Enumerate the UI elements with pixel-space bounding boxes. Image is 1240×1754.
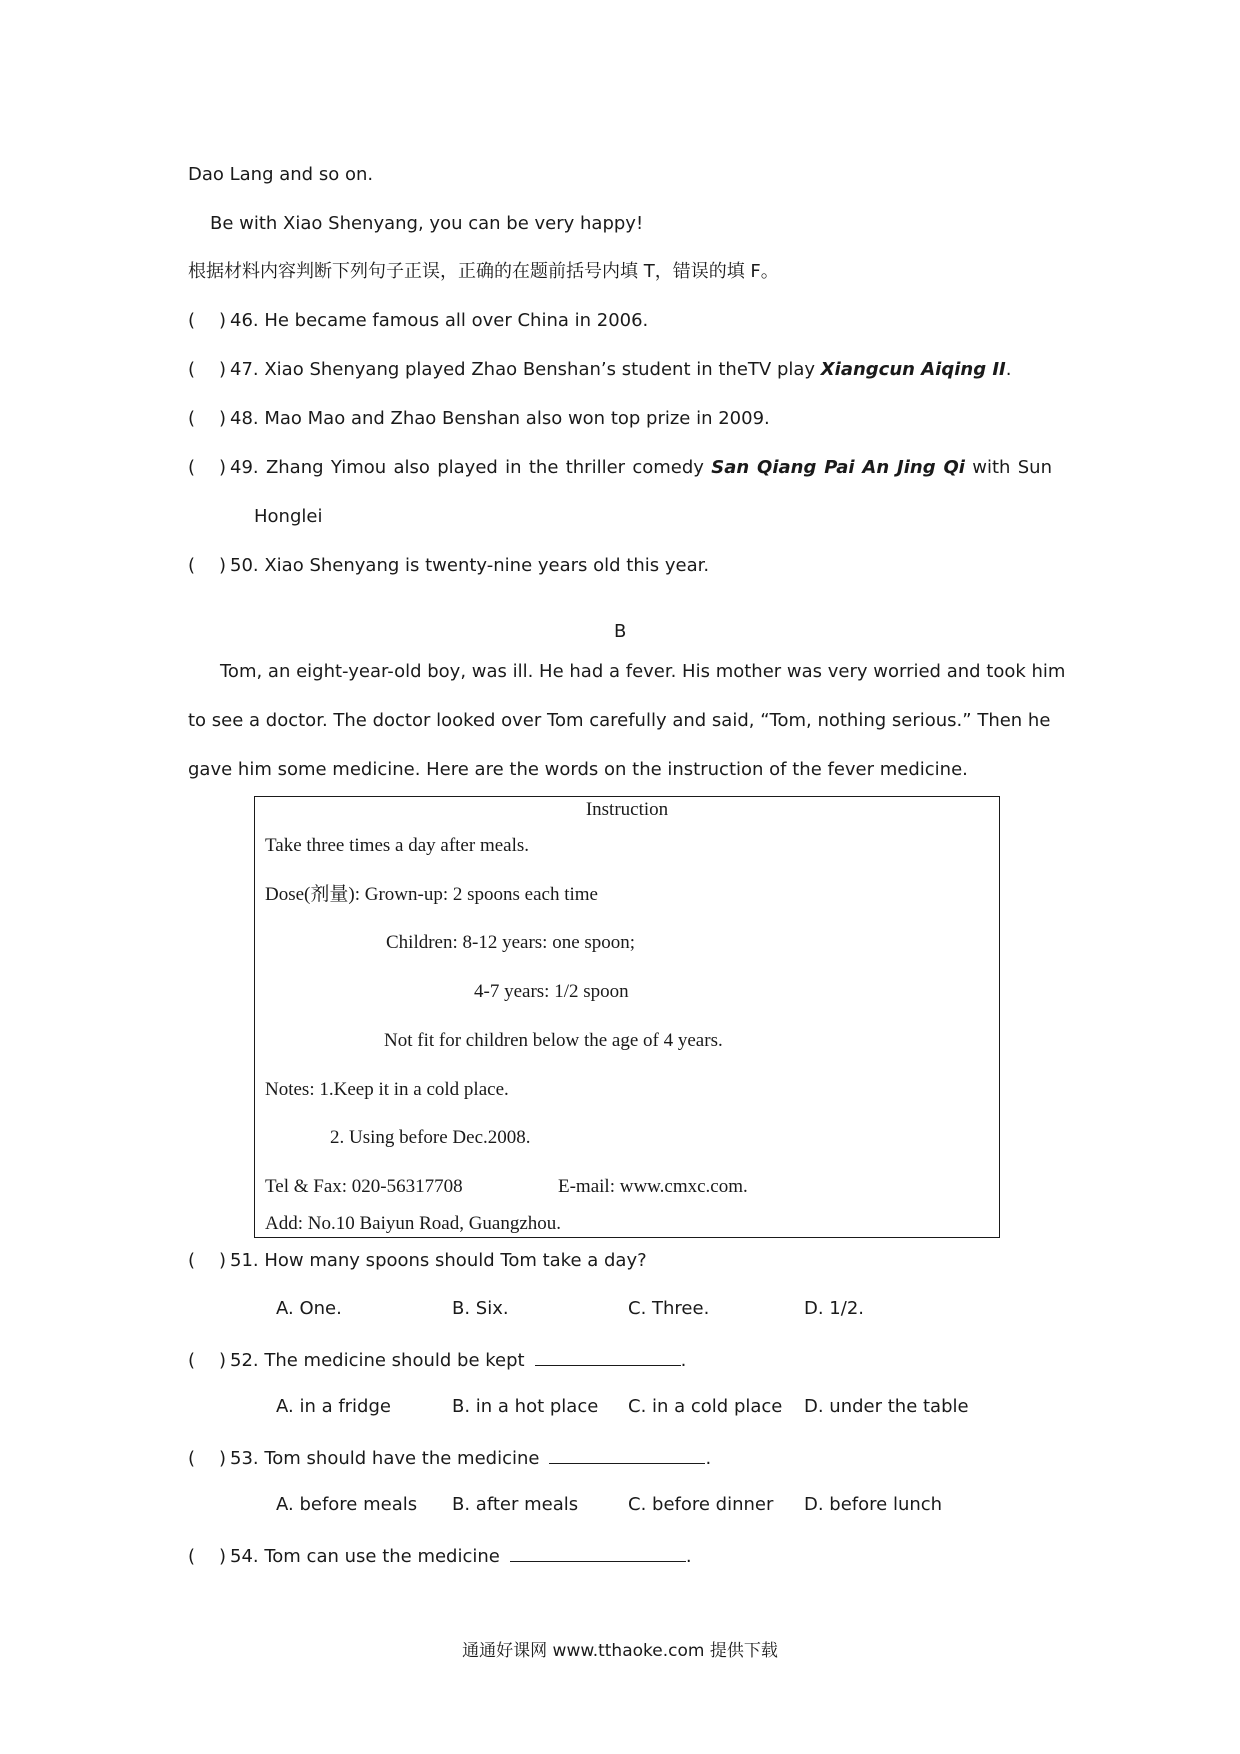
instruction-line: Children: 8-12 years: one spoon; [386, 932, 636, 953]
answer-bracket[interactable]: ( ) [188, 408, 227, 429]
option-b[interactable]: B. Six. [452, 1298, 509, 1319]
question-text: 53. Tom should have the medicine [230, 1448, 540, 1469]
question-text: 52. The medicine should be kept [230, 1350, 525, 1371]
passage-text: Dao Lang and so on. [188, 164, 374, 185]
instruction-line: Dose(剂量): Grown-up: 2 spoons each time [265, 884, 598, 905]
option-b[interactable]: B. in a hot place [452, 1396, 599, 1417]
question-46: ( ) 46. He became famous all over China in 2006. [188, 310, 649, 331]
option-d[interactable]: D. 1/2. [804, 1298, 864, 1319]
question-48: ( ) 48. Mao Mao and Zhao Benshan also won top prize in 2009. [188, 408, 770, 429]
option-c[interactable]: C. before dinner [628, 1494, 774, 1515]
answer-bracket[interactable]: ( ) [188, 1546, 227, 1567]
instruction-title: Instruction [585, 799, 669, 820]
question-52: ( ) 52. The medicine should be kept . [188, 1347, 686, 1373]
option-a[interactable]: A. before meals [276, 1494, 418, 1515]
question-49-continued: Honglei [254, 506, 323, 527]
instruction-email: E-mail: www.cmxc.com. [558, 1176, 748, 1197]
instruction-line: Notes: 1.Keep it in a cold place. [265, 1079, 509, 1100]
answer-blank[interactable] [535, 1347, 681, 1366]
movie-title: San Qiang Pai An Jing Qi [711, 457, 965, 478]
question-text: 54. Tom can use the medicine [230, 1546, 500, 1567]
option-b[interactable]: B. after meals [452, 1494, 579, 1515]
medicine-instruction-box [254, 796, 1000, 1238]
question-text: 51. How many spoons should Tom take a day? [230, 1250, 647, 1271]
option-c[interactable]: C. Three. [628, 1298, 710, 1319]
answer-bracket[interactable]: ( ) [188, 1250, 227, 1271]
answer-blank[interactable] [549, 1445, 705, 1464]
question-54: ( ) 54. Tom can use the medicine . [188, 1543, 692, 1569]
answer-bracket[interactable]: ( ) [188, 555, 227, 576]
option-a[interactable]: A. in a fridge [276, 1396, 391, 1417]
answer-blank[interactable] [510, 1543, 686, 1562]
instruction-address: Add: No.10 Baiyun Road, Guangzhou. [265, 1213, 562, 1234]
instruction-line: 4-7 years: 1/2 spoon [474, 981, 629, 1002]
option-a[interactable]: A. One. [276, 1298, 342, 1319]
answer-bracket[interactable]: ( ) [188, 1448, 227, 1469]
instruction-line: Not fit for children below the age of 4 years. [384, 1030, 723, 1051]
option-d[interactable]: D. before lunch [804, 1494, 943, 1515]
option-d[interactable]: D. under the table [804, 1396, 969, 1417]
question-47: ( ) 47. Xiao Shenyang played Zhao Benshan’s student in theTV play Xiangcun Aiqing II. [188, 359, 1012, 380]
tv-play-title: Xiangcun Aiqing II [820, 359, 1006, 380]
passage-text: gave him some medicine. Here are the words on the instruction of the fever medicine. [188, 759, 968, 780]
passage-text: Tom, an eight-year-old boy, was ill. He had a fever. His mother was very worried and took him [220, 661, 1066, 682]
passage-text: to see a doctor. The doctor looked over Tom carefully and said, “Tom, nothing serious.” Then he [188, 710, 1051, 731]
instruction-text: 根据材料内容判断下列句子正误，正确的在题前括号内填 T，错误的填 F。 [188, 261, 779, 282]
option-c[interactable]: C. in a cold place [628, 1396, 783, 1417]
answer-bracket[interactable]: ( ) [188, 1350, 227, 1371]
answer-bracket[interactable]: ( ) [188, 359, 227, 380]
question-49: ( ) 49. Zhang Yimou also played in the thriller comedy San Qiang Pai An Jing Qi with Sun [188, 457, 1052, 478]
passage-text: Be with Xiao Shenyang, you can be very happy! [210, 213, 644, 234]
answer-bracket[interactable]: ( ) [188, 310, 227, 331]
question-51 [188, 1249, 647, 1273]
question-50: ( ) 50. Xiao Shenyang is twenty-nine years old this year. [188, 555, 710, 576]
instruction-line: Take three times a day after meals. [265, 835, 530, 856]
page-footer: 通通好课网 www.tthaoke.com 提供下载 [462, 1641, 778, 1661]
question-53: ( ) 53. Tom should have the medicine . [188, 1445, 711, 1471]
instruction-tel: Tel & Fax: 020-56317708 [265, 1176, 463, 1197]
instruction-line: 2. Using before Dec.2008. [330, 1127, 531, 1148]
section-heading: B [614, 621, 627, 642]
answer-bracket[interactable]: ( ) [188, 457, 227, 478]
